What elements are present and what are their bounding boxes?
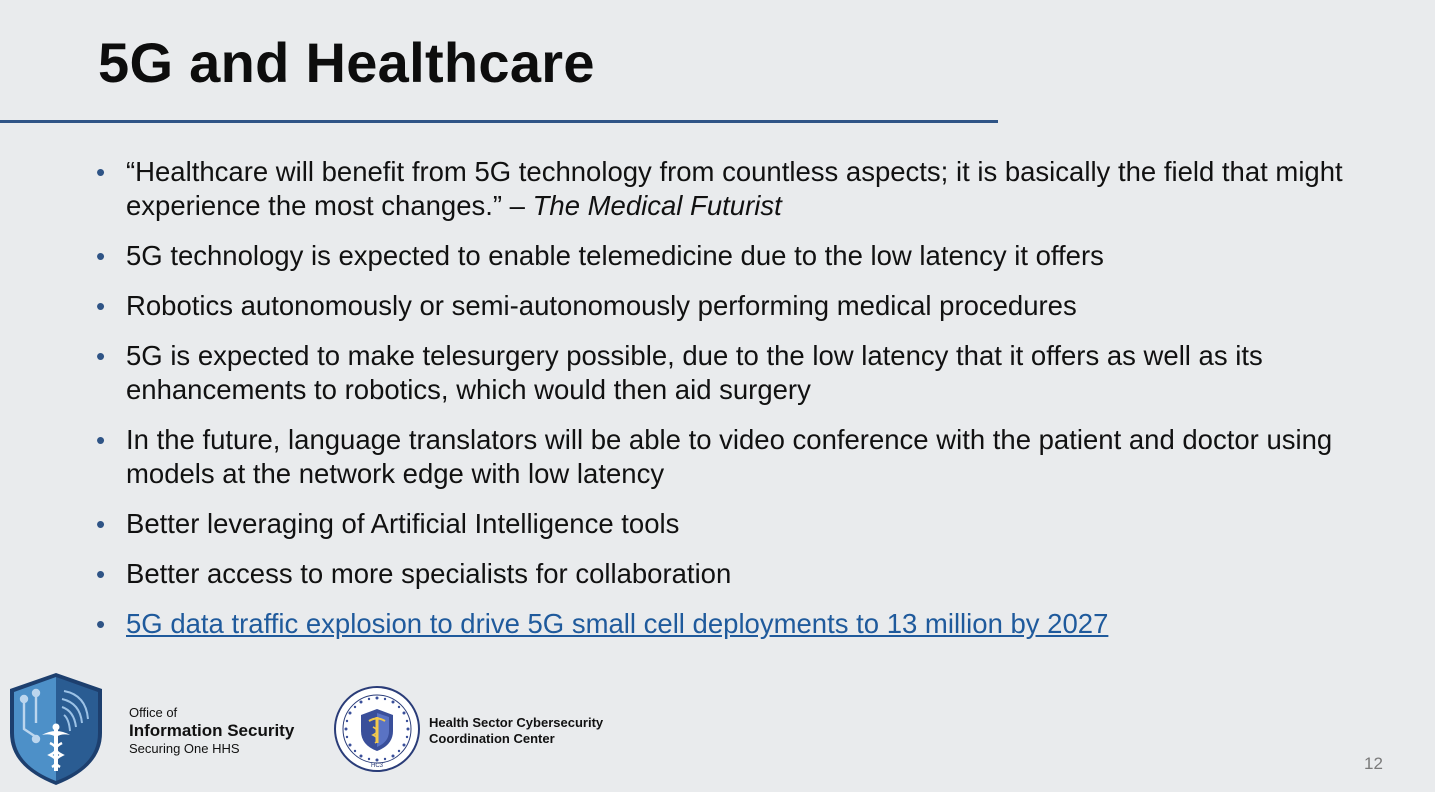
hc3-name-line1: Health Sector Cybersecurity xyxy=(429,715,604,730)
page-number: 12 xyxy=(1364,754,1383,773)
hc3-wordmark xyxy=(429,715,603,747)
ois-shield-logo xyxy=(6,671,106,787)
bullet-dot-icon: • xyxy=(96,509,106,539)
bullet-dot-icon: • xyxy=(96,609,106,639)
bullet-dot-icon: • xyxy=(96,241,106,271)
bullet-item xyxy=(96,155,1396,223)
bullet-text: Better leveraging of Artificial Intelligence tools xyxy=(126,508,680,539)
bullet-item xyxy=(96,239,1396,273)
bullet-item xyxy=(96,339,1396,407)
slide-title: 5G and Healthcare xyxy=(98,31,595,94)
bullet-text: 5G is expected to make telesurgery possible, due to the low latency that it offers as well as its enhancements to robotics, which would then aid surgery xyxy=(126,340,1263,405)
ois-wordmark xyxy=(129,704,294,757)
bullet-dot-icon: • xyxy=(96,425,106,455)
small-cell-article-link[interactable]: 5G data traffic explosion to drive 5G small cell deployments to 13 million by 2027 xyxy=(126,608,1109,639)
bullet-item xyxy=(96,557,1396,591)
bullet-dot-icon: • xyxy=(96,291,106,321)
bullet-item xyxy=(96,289,1396,323)
bullet-item xyxy=(96,423,1396,491)
title-divider xyxy=(0,120,998,123)
quote-source: The Medical Futurist xyxy=(532,190,782,221)
bullet-text: “Healthcare will benefit from 5G technology from countless aspects; it is basically the field that might experience the most changes.” – xyxy=(126,156,1343,221)
bullet-list xyxy=(96,155,1396,657)
bullet-item xyxy=(96,607,1396,641)
ois-office-of: Office of xyxy=(129,705,178,720)
hc3-seal-text: HC3 xyxy=(370,763,384,769)
bullet-item xyxy=(96,507,1396,541)
hc3-name-line2: Coordination Center xyxy=(429,731,555,746)
bullet-text: In the future, language translators will be able to video conference with the patient and doctor using models at the network edge with low latency xyxy=(126,424,1333,489)
ois-tagline: Securing One HHS xyxy=(129,741,240,756)
bullet-text: Better access to more specialists for collaboration xyxy=(126,558,732,589)
hc3-seal-logo xyxy=(333,685,421,773)
bullet-dot-icon: • xyxy=(96,559,106,589)
bullet-dot-icon: • xyxy=(96,341,106,371)
bullet-text: 5G technology is expected to enable telemedicine due to the low latency it offers xyxy=(126,240,1104,271)
bullet-dot-icon: • xyxy=(96,157,106,187)
bullet-text: Robotics autonomously or semi-autonomously performing medical procedures xyxy=(126,290,1077,321)
ois-name: Information Security xyxy=(129,721,295,740)
